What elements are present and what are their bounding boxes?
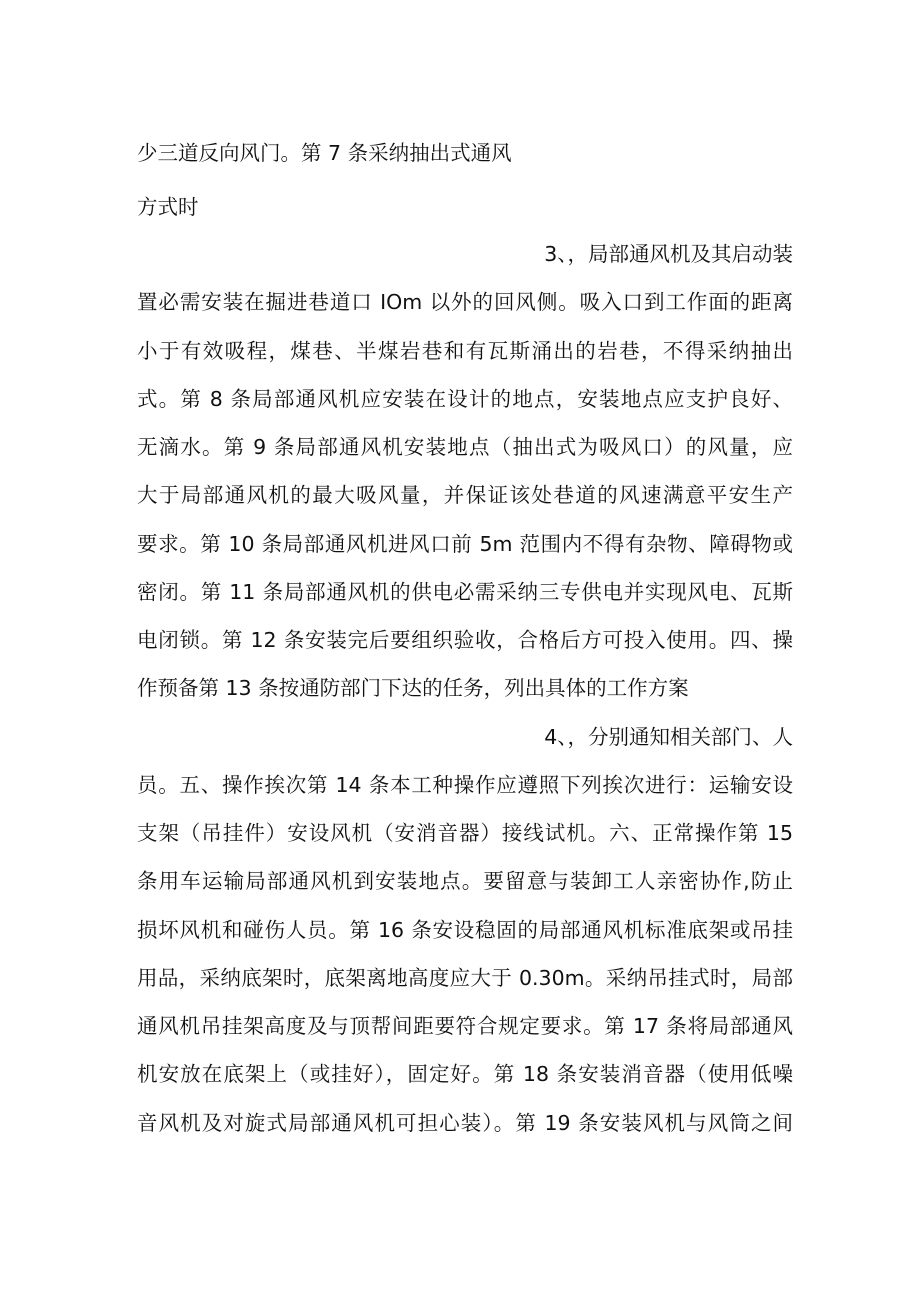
text-line: 用品，采纳底架时，底架离地高度应大于 0.30m。采纳吊挂式时，局部: [137, 966, 793, 990]
text-line: 密闭。第 11 条局部通风机的供电必需采纳三专供电并实现风电、瓦斯: [137, 580, 793, 604]
text-line: 4、，分别通知相关部门、人: [544, 725, 793, 749]
text-line: 小于有效吸程，煤巷、半煤岩巷和有瓦斯涌出的岩巷，不得采纳抽出: [137, 339, 793, 363]
text-line: 大于局部通风机的最大吸风量，并保证该处巷道的风速满意平安生产: [137, 483, 793, 507]
text-line: 电闭锁。第 12 条安装完后要组织验收，合格后方可投入使用。四、操: [137, 628, 793, 652]
text-line: 方式时: [137, 195, 199, 219]
text-line: 机安放在底架上（或挂好），固定好。第 18 条安装消音器（使用低噪: [137, 1062, 793, 1086]
text-line: 通风机吊挂架高度及与顶帮间距要符合规定要求。第 17 条将局部通风: [137, 1014, 793, 1038]
text-line: 少三道反向风门。第 7 条采纳抽出式通风: [137, 141, 512, 165]
text-line: 3、，局部通风机及其启动装: [544, 242, 793, 266]
text-line: 要求。第 10 条局部通风机进风口前 5m 范围内不得有杂物、障碍物或: [137, 532, 793, 556]
text-line: 员。五、操作挨次第 14 条本工种操作应遵照下列挨次进行：运输安设: [137, 773, 793, 797]
text-line: 损坏风机和碰伤人员。第 16 条安设稳固的局部通风机标准底架或吊挂: [137, 918, 793, 942]
text-line: 音风机及对旋式局部通风机可担心装）。第 19 条安装风机与风筒之间: [137, 1111, 793, 1135]
text-line: 作预备第 13 条按通防部门下达的任务，列出具体的工作方案: [137, 676, 689, 700]
text-line: 条用车运输局部通风机到安装地点。要留意与装卸工人亲密协作,防止: [137, 869, 793, 893]
text-line: 式。第 8 条局部通风机应安装在设计的地点，安装地点应支护良好、: [137, 387, 793, 411]
text-line: 置必需安装在掘进巷道口 IOm 以外的回风侧。吸入口到工作面的距离: [137, 290, 793, 314]
text-line: 支架（吊挂件）安设风机（安消音器）接线试机。六、正常操作第 15: [137, 821, 793, 845]
text-line: 无滴水。第 9 条局部通风机安装地点（抽出式为吸风口）的风量，应: [137, 435, 793, 459]
